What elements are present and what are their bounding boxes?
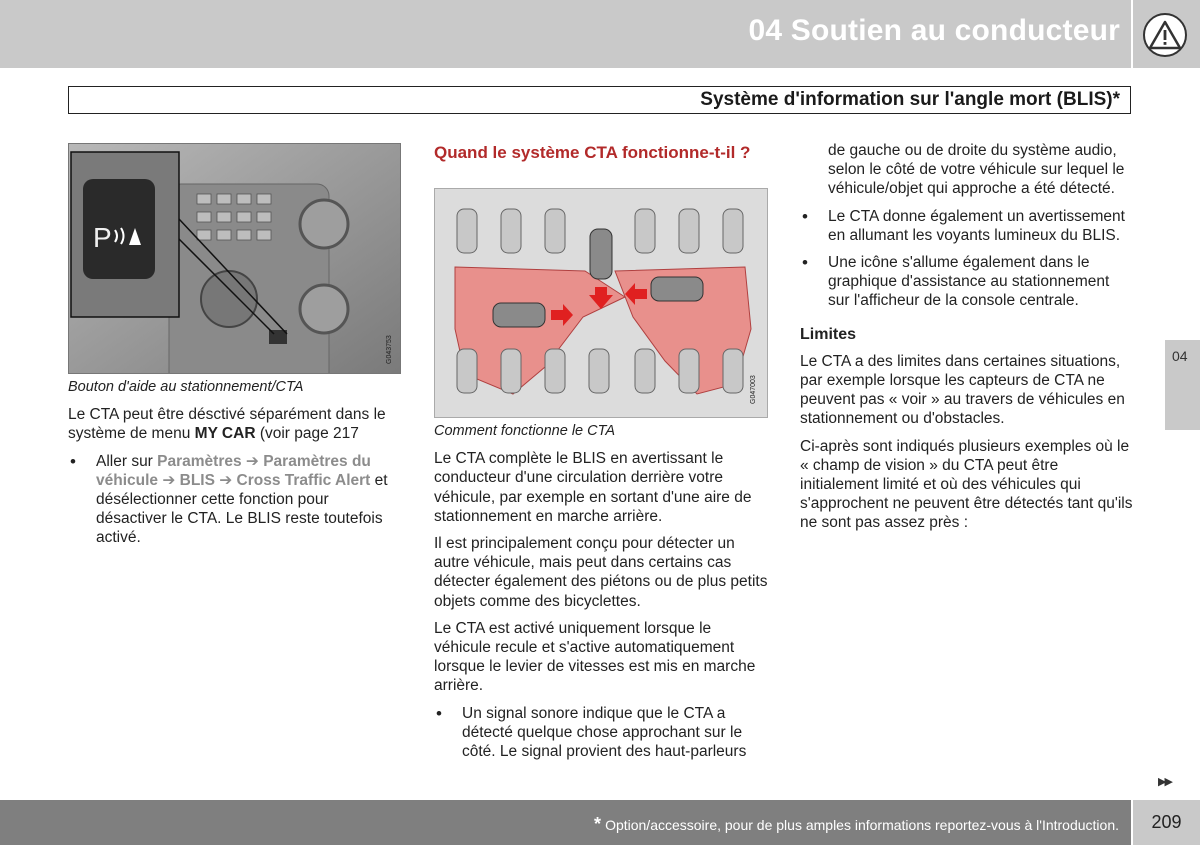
footer-star: *: [594, 814, 602, 834]
col2-paragraph-2: Il est principalement conçu pour détecter un autre véhicule, mais peut dans certains cas détecter également des piétons ou de plus petits objets comme des bicyclettes.: [434, 535, 768, 610]
menu-path-bullet: • Aller sur Paramètres ➔ Paramètres du véhicule ➔ BLIS ➔ Cross Traffic Alert et désélectionner cette fonction pour désactiver le CTA. Le BLIS reste toutefois activé.: [68, 452, 403, 548]
col3-paragraph-2: Ci-après sont indiqués plusieurs exemples où le « champ de vision » du CTA peut être initialement limité et où des véhicules qui s'approchent ne peuvent être détectés tant qu'ils ne sont pas assez près :: [800, 437, 1133, 532]
col2-bullet-1: • Un signal sonore indique que le CTA a détecté quelque chose approchant sur le côté. Le signal provient des haut-parleurs: [434, 704, 770, 762]
chapter-title: 04 Soutien au conducteur: [748, 14, 1120, 47]
diagram-code: G047003: [750, 375, 757, 404]
limits-heading: Limites: [800, 325, 857, 343]
photo-code: G043753: [386, 335, 393, 364]
parking-assist-button-photo: [68, 143, 401, 374]
photo-caption: Bouton d'aide au stationnement/CTA: [68, 379, 304, 395]
column-3: [800, 141, 1135, 541]
column-2-text: [434, 422, 770, 769]
col2-paragraph-3: Le CTA est activé uniquement lorsque le véhicule recule et s'active automatiquement lorsque le levier de vitesses est mis en marche arrière.: [434, 619, 756, 695]
col3-paragraph-1: Le CTA a des limites dans certaines situations, par exemple lorsque les capteurs de CTA ne peuvent pas « voir » au travers de véhicules en stationnement ou d'obstacles.: [800, 352, 1125, 428]
col2-paragraph-1: Le CTA complète le BLIS en avertissant le conducteur d'une circulation derrière votre véhicule, par exemple en sortant d'une aire de stationnement en marche arrière.: [434, 450, 752, 525]
double-arrow-right-icon: ▶▶: [1158, 776, 1171, 788]
warning-triangle-icon: [1143, 13, 1187, 57]
col1-paragraph: Le CTA peut être désctivé séparément dans le système de menu MY CAR (voir page 217: [68, 406, 386, 443]
cta-heading: Quand le système CTA fonctionne-t-il ?: [434, 143, 751, 162]
cta-diagram: [434, 188, 768, 418]
col3-bullet-2: • Le CTA donne également un avertissement en allumant les voyants lumineux du BLIS.: [800, 207, 1135, 245]
menu-path: Paramètres ➔ Paramètres du véhicule ➔ BLIS ➔ Cross Traffic Alert: [96, 452, 371, 489]
section-title: Système d'information sur l'angle mort (BLIS)*: [700, 89, 1120, 110]
column-2: [434, 143, 770, 172]
col3-bullet-3: • Une icône s'allume également dans le graphique d'assistance au stationnement sur l'afficheur de la console centrale.: [800, 253, 1135, 311]
diagram-caption: Comment fonctionne le CTA: [434, 423, 616, 439]
column-1: [68, 378, 403, 556]
photo-button-label: P: [93, 222, 112, 253]
col3-bullet-continuation: de gauche ou de droite du système audio, selon le côté de votre véhicule sur lequel le véhicule/objet qui approche a été détecté.: [828, 142, 1125, 198]
footer-note: * Option/accessoire, pour de plus amples informations reportez-vous à l'Introduction.: [594, 814, 1119, 834]
section-title-box: [68, 86, 1131, 114]
chapter-side-tab-label: 04: [1172, 348, 1188, 364]
page-number: 209: [1133, 800, 1200, 845]
